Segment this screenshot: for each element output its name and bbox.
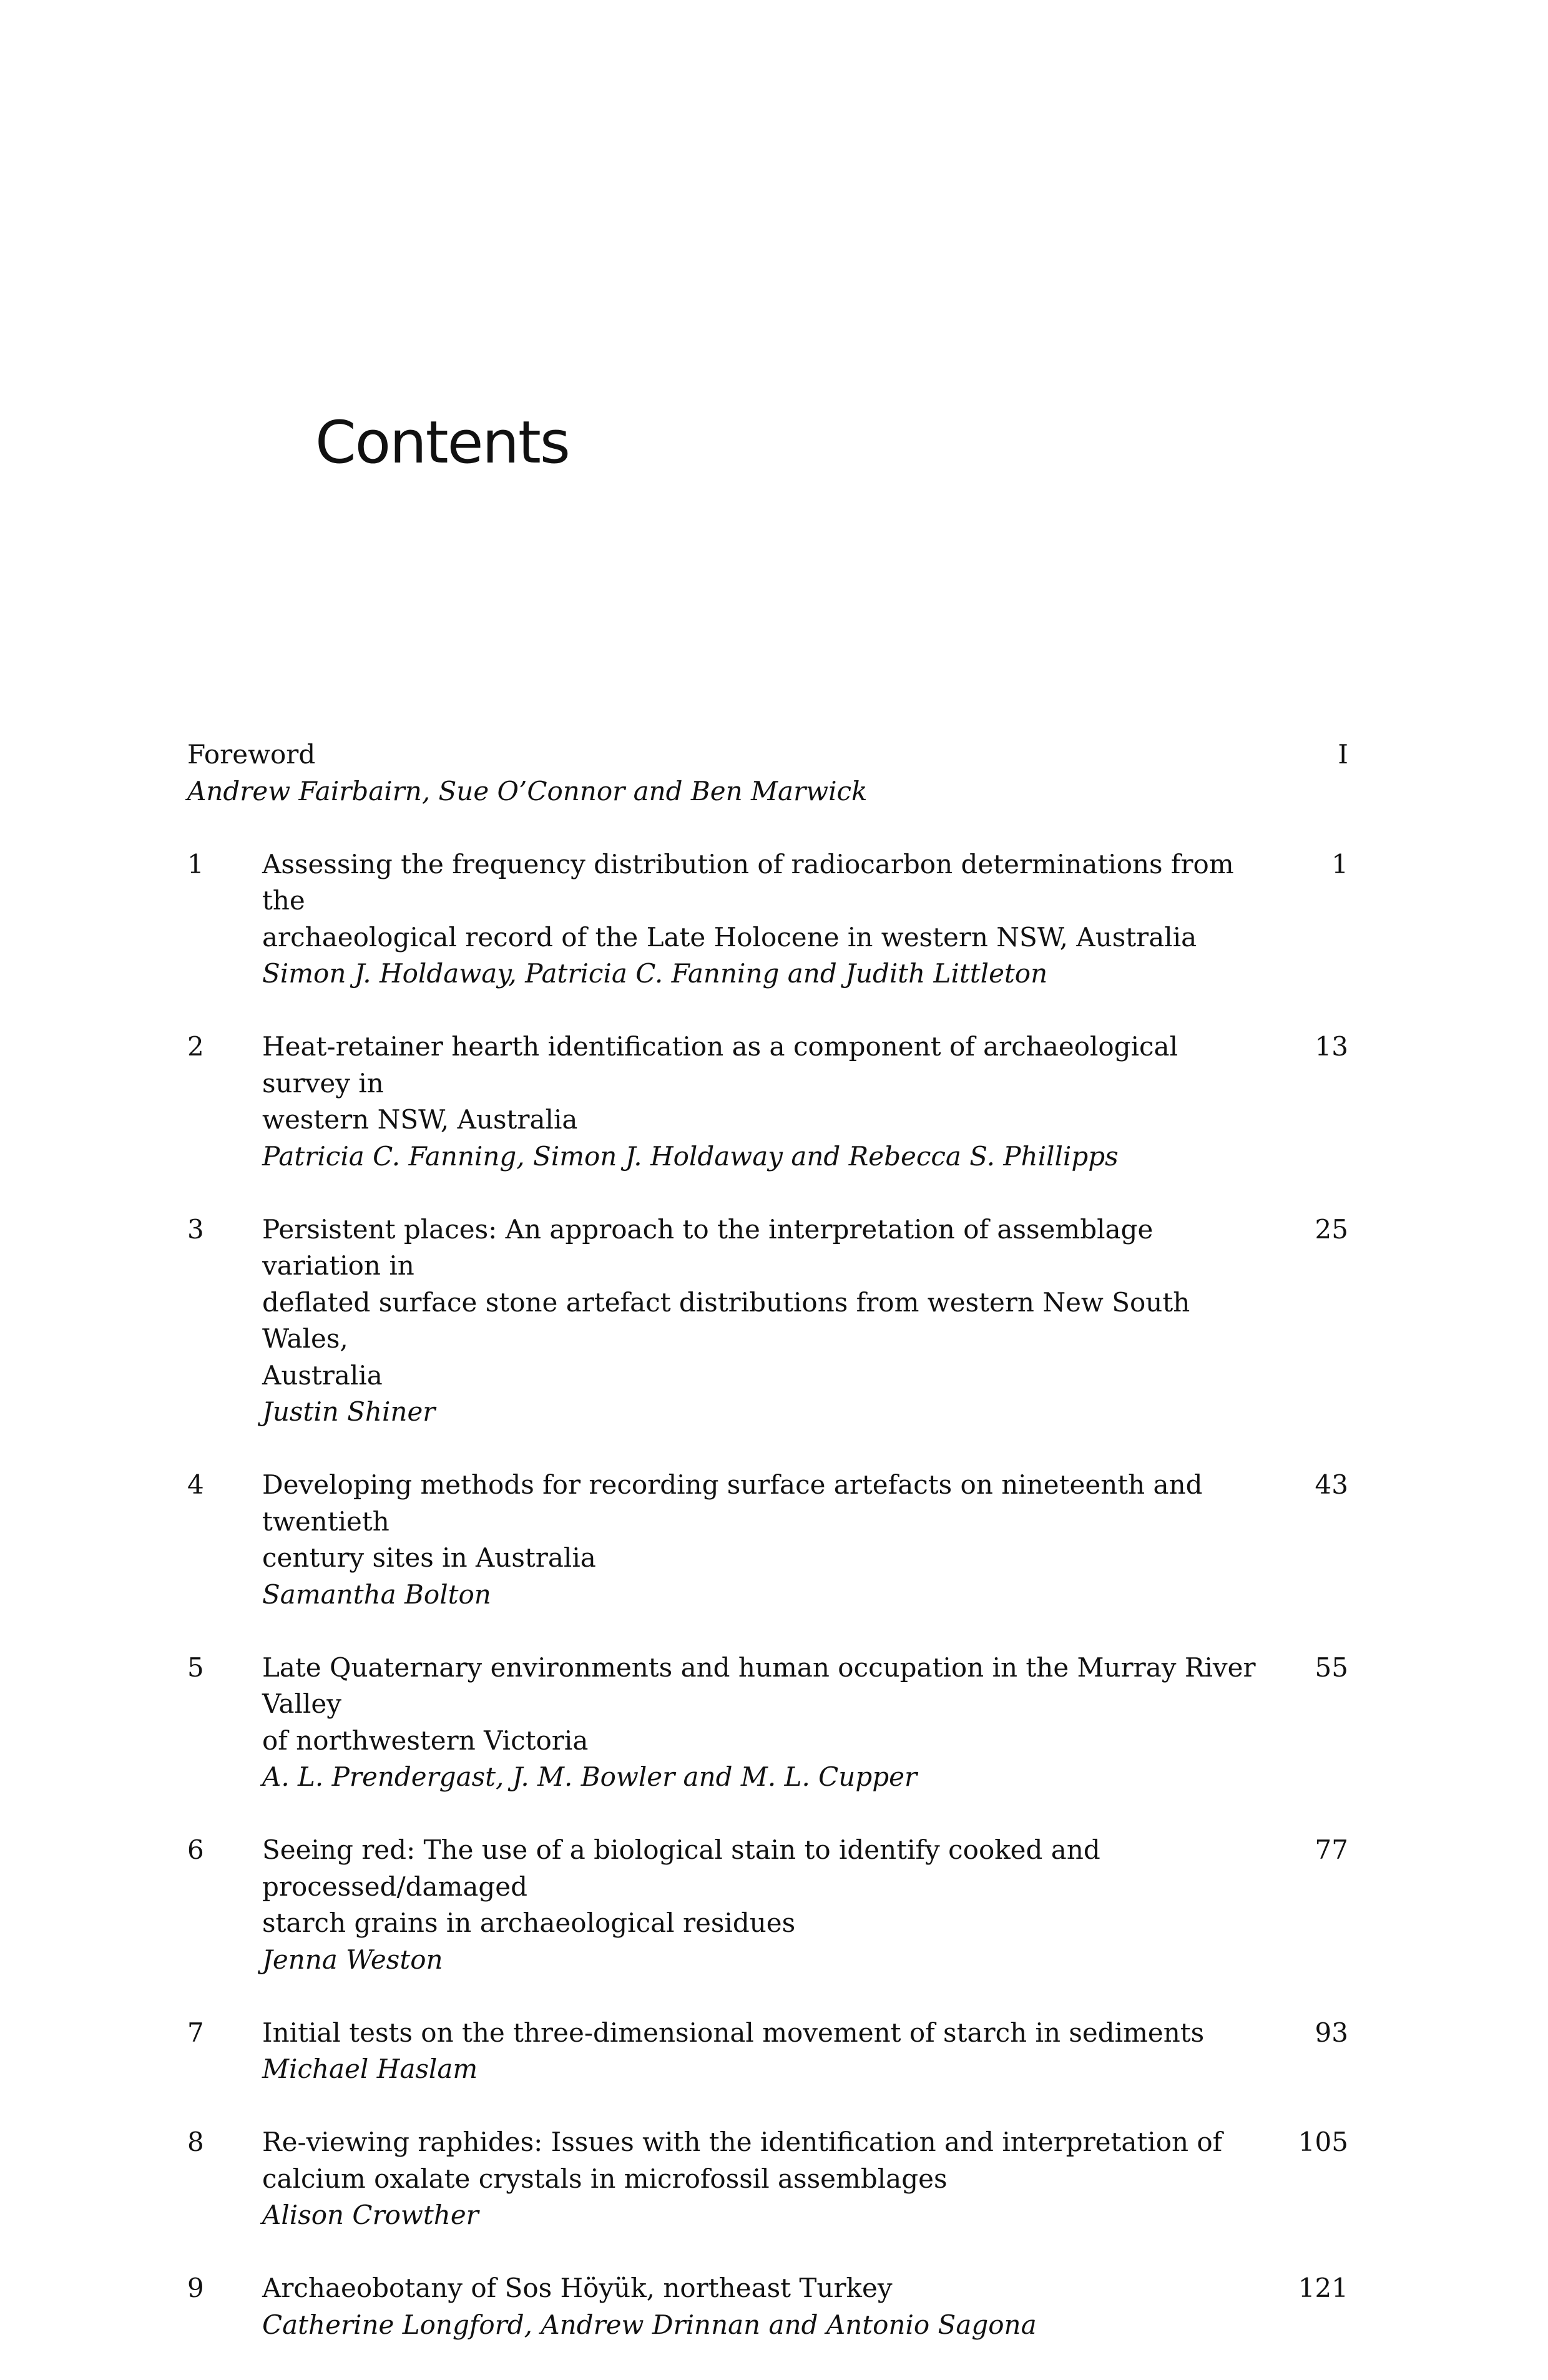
toc-entry xyxy=(187,1832,1361,1978)
toc-entry-foreword xyxy=(187,737,1361,810)
entry-title-line: Re-viewing raphides: Issues with the identification and interpretation of xyxy=(262,2127,1223,2157)
entry-title-line: Seeing red: The use of a biological stain to identify cooked and processed/damaged xyxy=(262,1834,1100,1902)
entry-authors: Samantha Bolton xyxy=(262,1579,491,1610)
entry-title-line: Late Quaternary environments and human occupation in the Murray River Valley xyxy=(262,1652,1256,1719)
entry-title-line: century sites in Australia xyxy=(262,1542,596,1573)
entry-page-number: 13 xyxy=(1315,1031,1348,1062)
chapter-number: 9 xyxy=(187,2273,204,2303)
entry-title-line: western NSW, Australia xyxy=(262,1104,578,1135)
chapter-number: 5 xyxy=(187,1652,204,1683)
entry-title-line: Initial tests on the three-dimensional movement of starch in sediments xyxy=(262,2017,1205,2048)
entry-page-number: 93 xyxy=(1315,2017,1348,2048)
toc-entry xyxy=(187,2270,1361,2343)
entry-authors: Jenna Weston xyxy=(262,1944,443,1975)
toc-entry xyxy=(187,1467,1361,1613)
entry-title-line: Persistent places: An approach to the interpretation of assemblage variation in xyxy=(262,1213,1154,1281)
entry-page-number: 77 xyxy=(1315,1834,1348,1865)
chapter-number: 2 xyxy=(187,1031,204,1062)
entry-title-line: deflated surface stone artefact distributions from western New South Wales, xyxy=(262,1286,1190,1354)
entry-page-number: 1 xyxy=(1331,848,1348,879)
entry-title-line: Australia xyxy=(262,1359,383,1391)
entry-page-number: 43 xyxy=(1315,1469,1348,1500)
chapter-number: 6 xyxy=(187,1834,204,1865)
entry-authors: Catherine Longford, Andrew Drinnan and Antonio Sagona xyxy=(262,2309,1037,2340)
entry-authors: Simon J. Holdaway, Patricia C. Fanning and Judith Littleton xyxy=(262,958,1048,989)
entry-authors: Justin Shiner xyxy=(262,1396,436,1427)
chapter-number: 7 xyxy=(187,2017,204,2048)
chapter-number: 1 xyxy=(187,848,204,879)
entry-authors: A. L. Prendergast, J. M. Bowler and M. L. Cupper xyxy=(262,1761,918,1792)
entry-title-line: Archaeobotany of Sos Höyük, northeast Turkey xyxy=(262,2273,893,2303)
toc-entry xyxy=(187,2124,1361,2234)
page-title: Contents xyxy=(315,409,569,477)
toc-entry xyxy=(187,2015,1361,2088)
entry-title-line: starch grains in archaeological residues xyxy=(262,1907,796,1938)
table-of-contents xyxy=(187,737,1361,2380)
entry-title-line: Heat-retainer hearth identification as a component of archaeological survey in xyxy=(262,1031,1178,1099)
entry-title-line: Developing methods for recording surface artefacts on nineteenth and twentieth xyxy=(262,1469,1203,1537)
entry-authors: Michael Haslam xyxy=(262,2054,478,2084)
entry-page-number: I xyxy=(1338,739,1348,770)
entry-authors: Alison Crowther xyxy=(262,2200,479,2230)
entry-title-line: of northwestern Victoria xyxy=(262,1725,589,1756)
toc-entry xyxy=(187,846,1361,992)
toc-entry xyxy=(187,1650,1361,1796)
chapter-number: 8 xyxy=(187,2127,204,2157)
entry-title-line: Assessing the frequency distribution of radiocarbon determinations from the xyxy=(262,848,1234,916)
entry-authors: Andrew Fairbairn, Sue O’Connor and Ben Marwick xyxy=(187,775,868,806)
chapter-number: 3 xyxy=(187,1213,204,1245)
entry-authors: Patricia C. Fanning, Simon J. Holdaway and Rebecca S. Phillipps xyxy=(262,1140,1119,1172)
chapter-list xyxy=(187,846,1361,2344)
toc-entry xyxy=(187,1029,1361,1175)
entry-page-number: 105 xyxy=(1298,2127,1348,2157)
chapter-number: 4 xyxy=(187,1469,204,1500)
entry-page-number: 25 xyxy=(1315,1213,1348,1245)
entry-title-line: archaeological record of the Late Holocene in western NSW, Australia xyxy=(262,921,1197,952)
entry-page-number: 121 xyxy=(1298,2273,1348,2303)
entry-title: Foreword xyxy=(187,739,316,770)
entry-page-number: 55 xyxy=(1315,1652,1348,1683)
toc-entry xyxy=(187,1212,1361,1431)
entry-title-line: calcium oxalate crystals in microfossil assemblages xyxy=(262,2163,948,2194)
